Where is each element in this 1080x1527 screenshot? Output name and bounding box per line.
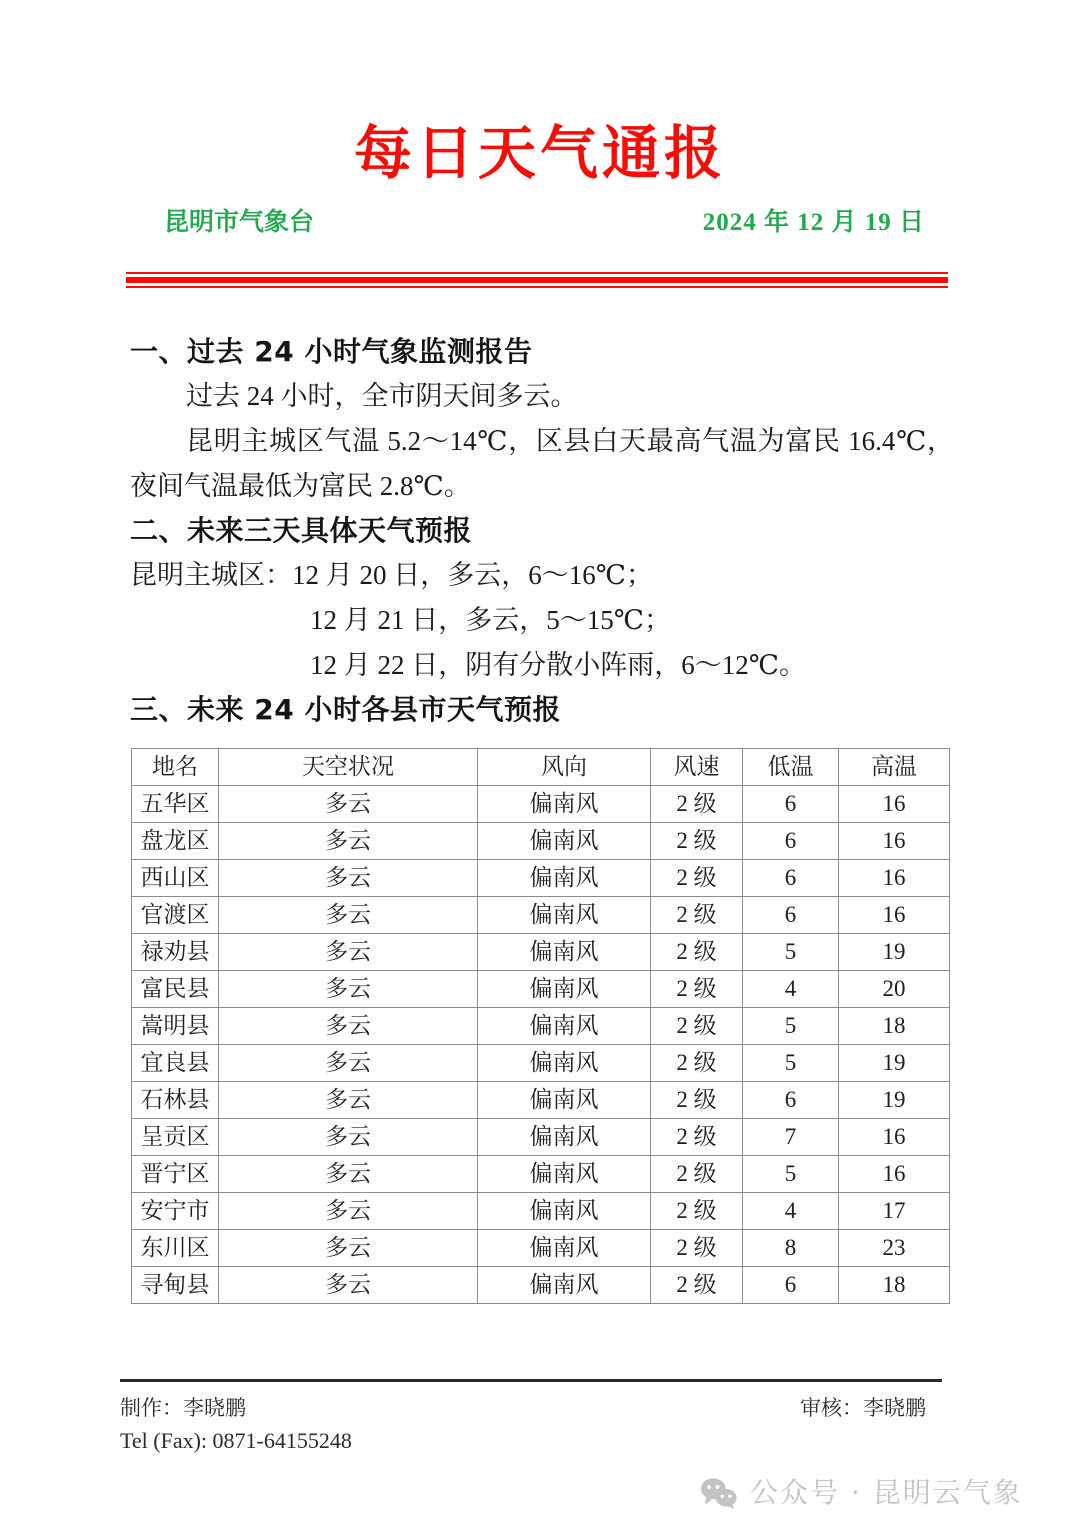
table-cell: 16	[839, 786, 950, 823]
document-body	[130, 330, 954, 732]
table-row	[132, 1230, 950, 1267]
table-cell: 19	[839, 934, 950, 971]
table-cell: 2 级	[651, 1008, 743, 1045]
table-cell: 晋宁区	[132, 1156, 219, 1193]
section-3-heading: 三、未来 24 小时各县市天气预报	[130, 693, 561, 726]
table-cell: 多云	[219, 860, 478, 897]
table-cell: 16	[839, 860, 950, 897]
table-cell: 多云	[219, 897, 478, 934]
table-cell: 2 级	[651, 823, 743, 860]
table-cell: 2 级	[651, 971, 743, 1008]
wechat-icon	[700, 1476, 738, 1510]
table-cell: 4	[743, 1193, 839, 1230]
table-cell: 2 级	[651, 786, 743, 823]
section-1-heading: 一、过去 24 小时气象监测报告	[130, 335, 533, 368]
header-divider	[126, 272, 948, 288]
table-cell: 6	[743, 823, 839, 860]
forecast-line-day1: 昆明主城区：12 月 20 日，多云，6～16℃；	[130, 560, 653, 590]
table-cell: 多云	[219, 971, 478, 1008]
table-row	[132, 934, 950, 971]
masthead-meta-row	[120, 206, 960, 244]
contact-telephone: Tel (Fax): 0871-64155248	[120, 1428, 352, 1453]
table-cell: 宜良县	[132, 1045, 219, 1082]
table-cell: 多云	[219, 934, 478, 971]
table-cell: 偏南风	[478, 1267, 651, 1304]
table-cell: 18	[839, 1267, 950, 1304]
table-cell: 呈贡区	[132, 1119, 219, 1156]
table-cell: 偏南风	[478, 1082, 651, 1119]
table-cell: 偏南风	[478, 1156, 651, 1193]
table-cell: 16	[839, 823, 950, 860]
table-cell: 6	[743, 860, 839, 897]
table-cell: 6	[743, 897, 839, 934]
table-cell: 2 级	[651, 1230, 743, 1267]
table-row	[132, 897, 950, 934]
table-cell: 偏南风	[478, 1119, 651, 1156]
table-cell: 2 级	[651, 934, 743, 971]
section-1-paragraph-1: 过去 24 小时，全市阴天间多云。	[186, 381, 578, 411]
table-cell: 6	[743, 1267, 839, 1304]
table-cell: 偏南风	[478, 971, 651, 1008]
wechat-watermark	[700, 1470, 1040, 1516]
table-cell: 16	[839, 1119, 950, 1156]
table-cell: 多云	[219, 786, 478, 823]
table-cell: 偏南风	[478, 860, 651, 897]
table-cell: 多云	[219, 1267, 478, 1304]
table-cell: 多云	[219, 1156, 478, 1193]
table-cell: 多云	[219, 1008, 478, 1045]
divider-line-bottom	[126, 286, 948, 288]
table-cell: 5	[743, 1156, 839, 1193]
table-cell: 16	[839, 897, 950, 934]
table-cell: 嵩明县	[132, 1008, 219, 1045]
table-cell: 2 级	[651, 860, 743, 897]
table-cell: 盘龙区	[132, 823, 219, 860]
table-column-header: 高温	[839, 749, 950, 786]
table-cell: 多云	[219, 823, 478, 860]
table-cell: 6	[743, 1082, 839, 1119]
table-cell: 4	[743, 971, 839, 1008]
table-cell: 18	[839, 1008, 950, 1045]
table-row	[132, 1045, 950, 1082]
table-cell: 偏南风	[478, 1045, 651, 1082]
footer-divider	[120, 1379, 942, 1382]
table-cell: 2 级	[651, 897, 743, 934]
table-cell: 2 级	[651, 1193, 743, 1230]
table-cell: 东川区	[132, 1230, 219, 1267]
producer-credit: 制作：李晓鹏	[120, 1396, 246, 1420]
table-cell: 安宁市	[132, 1193, 219, 1230]
table-row	[132, 1156, 950, 1193]
table-header-row	[132, 749, 950, 786]
section-2-heading: 二、未来三天具体天气预报	[130, 514, 473, 547]
table-row	[132, 971, 950, 1008]
table-cell: 五华区	[132, 786, 219, 823]
table-cell: 19	[839, 1082, 950, 1119]
table-cell: 多云	[219, 1082, 478, 1119]
forecast-line-day3: 12 月 22 日，阴有分散小阵雨，6～12℃。	[310, 650, 806, 680]
issue-date: 2024 年 12 月 19 日	[702, 209, 925, 236]
table-cell: 2 级	[651, 1082, 743, 1119]
table-cell: 多云	[219, 1119, 478, 1156]
table-cell: 5	[743, 1045, 839, 1082]
table-cell: 偏南风	[478, 786, 651, 823]
table-cell: 19	[839, 1045, 950, 1082]
table-column-header: 风向	[478, 749, 651, 786]
table-column-header: 天空状况	[219, 749, 478, 786]
masthead	[120, 118, 960, 244]
table-cell: 偏南风	[478, 823, 651, 860]
county-forecast-table	[131, 748, 950, 1304]
table-cell: 偏南风	[478, 934, 651, 971]
table-cell: 5	[743, 934, 839, 971]
table-cell: 富民县	[132, 971, 219, 1008]
table-cell: 6	[743, 786, 839, 823]
table-row	[132, 1008, 950, 1045]
table-cell: 禄劝县	[132, 934, 219, 971]
table-cell: 2 级	[651, 1267, 743, 1304]
table-cell: 多云	[219, 1230, 478, 1267]
table-column-header: 风速	[651, 749, 743, 786]
section-1-paragraph-2: 昆明主城区气温 5.2～14℃，区县白天最高气温为富民 16.4℃，夜间气温最低为富民 2.8℃。	[130, 426, 954, 501]
table-cell: 7	[743, 1119, 839, 1156]
table-cell: 16	[839, 1156, 950, 1193]
table-cell: 偏南风	[478, 897, 651, 934]
table-cell: 西山区	[132, 860, 219, 897]
table-row	[132, 786, 950, 823]
table-cell: 多云	[219, 1045, 478, 1082]
table-cell: 偏南风	[478, 1230, 651, 1267]
table-row	[132, 1082, 950, 1119]
table-cell: 寻甸县	[132, 1267, 219, 1304]
watermark-label: 公众号 · 昆明云气象	[750, 1476, 1023, 1509]
table-cell: 17	[839, 1193, 950, 1230]
table-cell: 2 级	[651, 1045, 743, 1082]
issuing-office: 昆明市气象台	[164, 209, 315, 236]
footer	[120, 1392, 942, 1457]
county-forecast-table-wrap	[131, 748, 949, 1304]
table-cell: 偏南风	[478, 1193, 651, 1230]
table-cell: 20	[839, 971, 950, 1008]
table-cell: 2 级	[651, 1119, 743, 1156]
table-cell: 8	[743, 1230, 839, 1267]
footer-credits-row	[120, 1392, 942, 1425]
table-cell: 官渡区	[132, 897, 219, 934]
table-cell: 5	[743, 1008, 839, 1045]
table-cell: 偏南风	[478, 1008, 651, 1045]
table-cell: 石林县	[132, 1082, 219, 1119]
table-row	[132, 823, 950, 860]
page-title: 每日天气通报	[353, 121, 726, 186]
table-row	[132, 1119, 950, 1156]
table-cell: 多云	[219, 1193, 478, 1230]
reviewer-credit: 审核：李晓鹏	[800, 1396, 926, 1420]
table-row	[132, 1193, 950, 1230]
table-column-header: 低温	[743, 749, 839, 786]
table-cell: 23	[839, 1230, 950, 1267]
forecast-line-day2: 12 月 21 日，多云，5～15℃；	[310, 605, 671, 635]
table-cell: 2 级	[651, 1156, 743, 1193]
table-row	[132, 1267, 950, 1304]
section-2-forecast-list	[130, 553, 954, 688]
table-column-header: 地名	[132, 749, 219, 786]
table-row	[132, 860, 950, 897]
